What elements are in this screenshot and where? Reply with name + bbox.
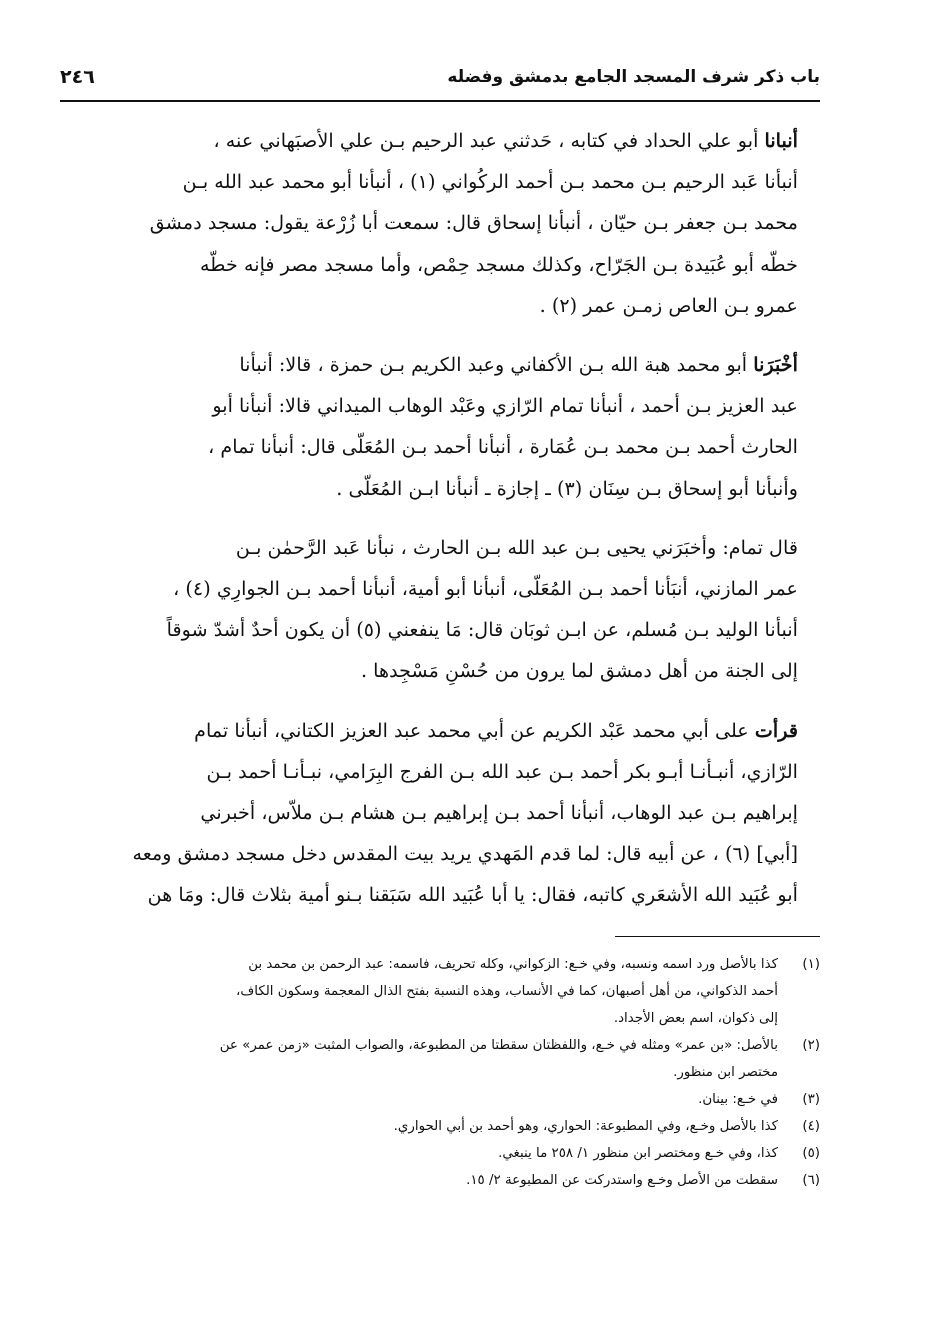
footnote <box>60 1032 820 1086</box>
paragraph <box>60 120 820 326</box>
text-line <box>60 751 820 792</box>
text-line <box>60 792 820 833</box>
footnote-line: مختصر ابن منظور. <box>673 1064 778 1080</box>
footnote-number: (٢) <box>802 1037 820 1053</box>
line-text: الحارث أحمد بـن محمد بـن عُمَارة ، أنبأنا أحمد بـن المُعَلّى قال: أنبأنا تمام ، <box>208 435 798 459</box>
line-text: أنبأنا عَبد الرحيم بـن محمد بـن أحمد الركُواني (١) ، أنبأنا أبو محمد عبد الله بـن <box>182 170 798 194</box>
footnote-number: (٤) <box>802 1118 820 1134</box>
footnote-line: كذا بالأصل ورد اسمه ونسبه، وفي خـع: الزكواني، وكله تحريف، فاسمه: عبد الرحمن بن محمد بن <box>248 956 778 972</box>
footnote-separator <box>615 936 820 937</box>
line-text: قال تمام: وأخبَرَني يحيى بـن عبد الله بـن الحارث ، نبأنا عَبد الرَّحمٰن بـن <box>235 535 798 559</box>
paragraph <box>60 710 820 916</box>
footnote-text <box>60 1167 778 1194</box>
paragraph-lead-word: أنبانا <box>764 129 798 152</box>
line-text: الرّازي، أنبـأنـا أبـو بكر أحمد بـن عبد الله بـن الفرج البِرَامي، نبـأنـا أحمد بـن <box>206 759 798 783</box>
footnote-line: كذا بالأصل وخـع، وفي المطبوعة: الحواري، وهو أحمد بن أبي الحواري. <box>393 1118 778 1134</box>
line-text: أبو عُبَيد الله الأشعَري كاتبه، فقال: يا أبا عُبَيد الله سَبَقنا بـنو أمية بثلاث قال: ومَا هن <box>147 883 798 907</box>
line-text: أنبأنا الوليد بـن مُسلم، عن ابـن ثوبَان قال: مَا ينفعني (٥) أن يكون أحدٌ أشدّ شوقاً <box>166 618 798 642</box>
text-line <box>60 244 820 285</box>
footnote <box>60 1167 820 1194</box>
running-header <box>60 64 820 102</box>
line-text: خطّه أبو عُبَيدة بـن الجَرّاح، وكذلك مسجد حِمْص، وأما مسجد مصر فإنه خطّه <box>199 252 798 276</box>
text-line <box>60 833 820 874</box>
footnote-line: في خـع: بينان. <box>698 1091 778 1107</box>
line-text: إلى الجنة من أهل دمشق لما يرون من حُسْنِ مَسْجِدها . <box>360 659 798 683</box>
footnote-text <box>60 1113 778 1140</box>
text-line <box>60 568 820 609</box>
text-line <box>60 120 820 161</box>
text-line <box>60 710 820 751</box>
footnote <box>60 1086 820 1113</box>
paragraph <box>60 344 820 509</box>
paragraph-lead-word: قرأت <box>754 718 798 742</box>
text-line <box>60 650 820 691</box>
line-text: إبراهيم بـن عبد الوهاب، أنبأنا أحمد بـن إبراهيم بـن هشام بـن ملاّس، أخبرني <box>200 801 798 825</box>
footnote-line: أحمد الذكواني، من أهل أصبهان، كما في الأنساب، وهذه النسبة بفتح الذال المعجمة وسكون الكاف، <box>236 983 778 999</box>
line-text: عبد العزيز بـن أحمد ، أنبأنا تمام الرّازي وعَبْد الوهاب الميداني قالا: أنبأنا أبو <box>212 394 798 418</box>
footnotes <box>60 951 820 1194</box>
line-text: محمد بـن جعفر بـن حيّان ، أنبأنا إسحاق قال: سمعت أبا زُرْعة يقول: مسجد دمشق <box>149 211 798 235</box>
footnote-number: (٦) <box>802 1172 820 1188</box>
line-text: عمرو بـن العاص زمـن عمر (٢) . <box>539 293 798 317</box>
document-page <box>60 64 820 1194</box>
text-line <box>60 426 820 467</box>
line-text: عمر المازني، أنبَأنا أحمد بـن المُعَلّى، أنبأنا أبو أمية، أنبأنا أحمد بـن الجوارِي (٤) ، <box>173 577 798 601</box>
main-text <box>60 120 820 916</box>
footnote <box>60 1140 820 1167</box>
paragraph-lead-word: أخْبَرَنا <box>753 353 798 377</box>
line-text: أبو محمد هبة الله بـن الأكفاني وعبد الكريم بـن حمزة ، قالا: أنبأنا <box>239 353 754 377</box>
footnote-line: كذا، وفي خـع ومختصر ابن منظور ١/ ٢٥٨ ما ينبغي. <box>498 1145 778 1161</box>
line-text: [أبي] (٦) ، عن أبيه قال: لما قدم المَهدي يريد بيت المقدس دخل مسجد دمشق ومعه <box>132 842 798 866</box>
footnote-number: (١) <box>802 956 820 972</box>
footnote-number: (٣) <box>802 1091 820 1107</box>
footnote-text <box>60 951 778 1032</box>
text-line <box>60 874 820 915</box>
footnote-line: بالأصل: «بن عمر» ومثله في خـع، واللفظتان سقطتا من المطبوعة، والصواب المثبت «زمن عمر» عن <box>219 1037 778 1053</box>
page-number: ٢٤٦ <box>60 66 95 88</box>
footnote-line: سقطت من الأصل وخـع واستدركت عن المطبوعة ٢/ ١٥. <box>466 1172 778 1188</box>
text-line <box>60 468 820 509</box>
footnote <box>60 1113 820 1140</box>
text-line <box>60 202 820 243</box>
text-line <box>60 344 820 385</box>
line-text: على أبي محمد عَبْد الكريم عن أبي محمد عبد العزيز الكتاني، أنبأنا تمام <box>194 718 755 742</box>
text-line <box>60 527 820 568</box>
text-line <box>60 161 820 202</box>
paragraph <box>60 527 820 692</box>
line-text: أبو علي الحداد في كتابه ، حَدثني عبد الرحيم بـن علي الأصبَهاني عنه ، <box>213 129 765 152</box>
text-line <box>60 609 820 650</box>
text-line <box>60 385 820 426</box>
footnote-text <box>60 1086 778 1113</box>
footnote-number: (٥) <box>802 1145 820 1161</box>
footnote-text <box>60 1032 778 1086</box>
line-text: وأنبأنا أبو إسحاق بـن سِنَان (٣) ـ إجازة ـ أنبأنا ابـن المُعَلّى . <box>336 476 798 500</box>
footnote-text <box>60 1140 778 1167</box>
running-title: باب ذكر شرف المسجد الجامع بدمشق وفضله <box>447 67 820 87</box>
footnote <box>60 951 820 1032</box>
footnote-line: إلى ذكوان، اسم بعض الأجداد. <box>613 1010 778 1026</box>
text-line <box>60 285 820 326</box>
